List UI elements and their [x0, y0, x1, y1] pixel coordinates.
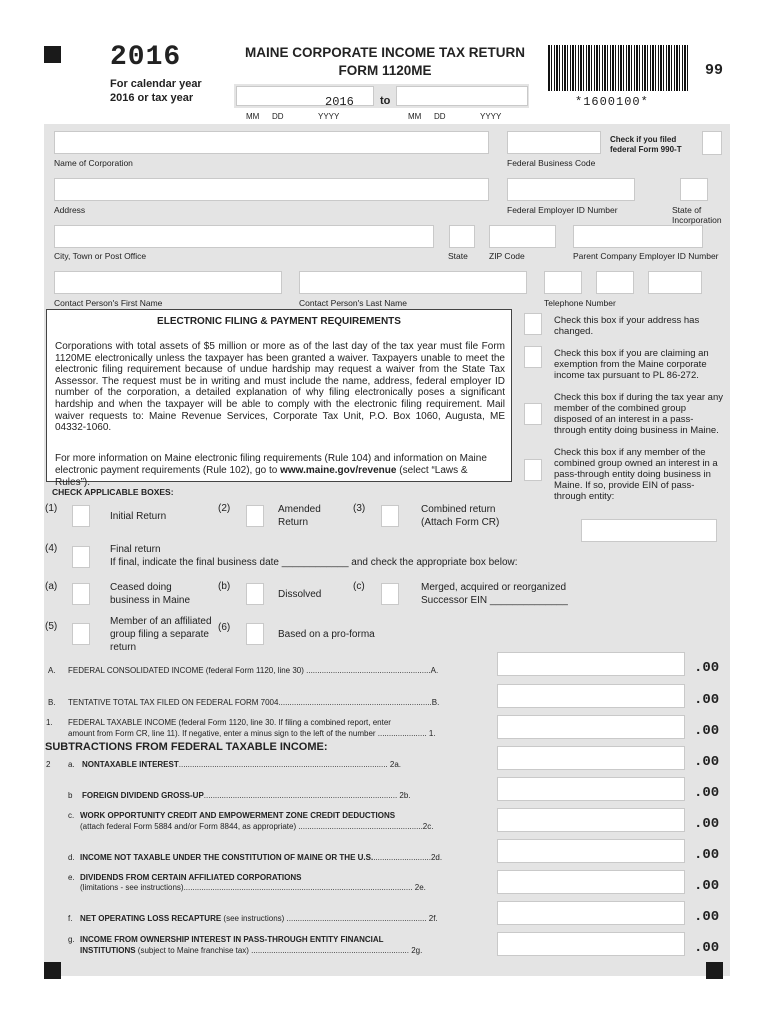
- line-2c-title: WORK OPPORTUNITY CREDIT AND EMPOWERMENT ZONE CREDIT DEDUCTIONS: [80, 811, 396, 820]
- federal-business-code-label: Federal Business Code: [507, 158, 596, 168]
- line-2e-title: DIVIDENDS FROM CERTAIN AFFILIATED CORPORATIONS: [80, 873, 302, 882]
- contact-last-name-label: Contact Person's Last Name: [299, 298, 407, 308]
- federal-employer-id-label: Federal Employer ID Number: [507, 205, 618, 215]
- more-info-text-end: (select “Laws & Rules”).: [55, 465, 468, 488]
- amended-label-1: Amended: [278, 504, 321, 515]
- line-2f-cents: .00: [694, 909, 720, 925]
- line-1-number: 1.: [46, 718, 53, 727]
- line-2d-leader: ..........................2d.: [373, 853, 443, 862]
- line-2a-leader: .............................................................................................. 2a.: [178, 760, 402, 769]
- start-dd-label: DD: [272, 112, 284, 121]
- line-2c-amount-input[interactable]: [497, 808, 685, 832]
- line-2b-amount-input[interactable]: [497, 777, 685, 801]
- check-applicable-heading: CHECK APPLICABLE BOXES:: [52, 487, 174, 497]
- option-1-number: (1): [45, 503, 58, 514]
- final-return-checkbox[interactable]: [72, 546, 90, 568]
- line-a-amount-input[interactable]: [497, 652, 685, 676]
- option-4-number: (4): [45, 543, 58, 554]
- affiliated-group-label-2: group filing a separate: [110, 629, 209, 640]
- zip-code-label: ZIP Code: [489, 251, 525, 261]
- contact-first-name-input[interactable]: [54, 271, 282, 294]
- line-a-cents: .00: [694, 660, 720, 676]
- end-dd-label: DD: [434, 112, 446, 121]
- state-of-incorporation-input[interactable]: [680, 178, 708, 201]
- address-input[interactable]: [54, 178, 489, 201]
- to-label: to: [380, 95, 391, 107]
- line-2g-amount-input[interactable]: [497, 932, 685, 956]
- line-2e-text: (limitations - see instructions)....................................................................................................... 2e.: [80, 883, 426, 892]
- line-2a-letter: a.: [68, 760, 75, 769]
- line-1-amount-input[interactable]: [497, 715, 685, 739]
- line-2b-leader: ....................................................................................... 2b.: [203, 791, 411, 800]
- telephone-area-code-input[interactable]: [544, 271, 582, 294]
- telephone-prefix-input[interactable]: [596, 271, 634, 294]
- merged-label-2: Successor EIN ______________: [421, 595, 568, 606]
- pl-86-272-checkbox[interactable]: [524, 346, 542, 368]
- line-2g-title: INCOME FROM OWNERSHIP INTEREST IN PASS-THROUGH ENTITY FINANCIAL: [80, 935, 384, 944]
- line-a-text: FEDERAL CONSOLIDATED INCOME (federal Form 1120, line 30) ........................................................A.: [68, 666, 439, 675]
- form-990t-checkbox[interactable]: [702, 131, 722, 155]
- line-2a-amount-input[interactable]: [497, 746, 685, 770]
- line-2b-title: FOREIGN DIVIDEND GROSS-UP: [82, 791, 204, 800]
- electronic-filing-text: Corporations with total assets of $5 million or more as of the last day of the tax year must file Form 1120ME electronically unless the taxpayer has been granted a waiver. Taxpayers unable to meet the electronic filing requirement because of undue hardship may request a waiver from the State Tax Assessor. The request must be in writing and must include the name, address, federal employer ID number of the corporation, a detailed explanation of why filing electronically poses a significant hardship and when the taxpayer will be able to comply with the electronic filing requirement. Mail waiver requests to: Maine Revenue Services, Corporate Tax Unit, P.O. Box 1060, Augusta, ME 04332-1060.: [55, 341, 505, 434]
- disposed-interest-label: Check this box if during the tax year any member of the combined group disposed of an interest in a pass-through entity doing business in Maine.: [554, 392, 723, 436]
- calendar-year-label: For calendar year: [110, 78, 202, 90]
- more-info-text: For more information on Maine electronic filing requirements (Rule 104) and information on Maine electronic payment requirements (Rule 102), go to: [55, 453, 487, 476]
- line-a-number: A.: [48, 666, 56, 675]
- line-2b-cents: .00: [694, 785, 720, 801]
- corner-code: 99: [705, 62, 724, 79]
- line-2f-leader: (see instructions) ............................................................... 2f.: [221, 914, 438, 923]
- line-2a-title: NONTAXABLE INTEREST: [82, 760, 179, 769]
- option-5-number: (5): [45, 621, 58, 632]
- address-changed-checkbox[interactable]: [524, 313, 542, 335]
- line-2a-cents: .00: [694, 754, 720, 770]
- dissolved-label: Dissolved: [278, 589, 322, 600]
- electronic-filing-more-info: [55, 453, 505, 489]
- option-c-letter: (c): [353, 581, 365, 592]
- merged-label-1: Merged, acquired or reorganized: [421, 582, 567, 593]
- line-2c-text: (attach federal Form 5884 and/or Form 8844, as appropriate) ........................................................2c.: [80, 822, 434, 831]
- line-2a-text: [82, 760, 473, 769]
- line-b-cents: .00: [694, 692, 720, 708]
- initial-return-checkbox[interactable]: [72, 505, 90, 527]
- option-b-letter: (b): [218, 581, 231, 592]
- line-1-text-1: FEDERAL TAXABLE INCOME (federal Form 1120, line 30. If filing a combined report, enter: [68, 718, 391, 727]
- affiliated-group-label-3: return: [110, 642, 137, 653]
- final-return-label: Final return: [110, 544, 161, 555]
- line-2c-cents: .00: [694, 816, 720, 832]
- end-yyyy-label: YYYY: [480, 112, 502, 121]
- end-mm-label: MM: [408, 112, 422, 121]
- form-990t-label: Check if you filed federal Form 990-T: [610, 135, 682, 154]
- federal-employer-id-input[interactable]: [507, 178, 635, 201]
- line-2f-amount-input[interactable]: [497, 901, 685, 925]
- line-2f-text: [80, 914, 473, 923]
- parent-company-ein-input[interactable]: [573, 225, 703, 248]
- registration-mark-top-left: [44, 46, 61, 63]
- form-title: MAINE CORPORATE INCOME TAX RETURN: [245, 45, 525, 60]
- telephone-line-input[interactable]: [648, 271, 702, 294]
- parent-company-ein-label: Parent Company Employer ID Number: [573, 251, 719, 261]
- city-input[interactable]: [54, 225, 434, 248]
- line-2e-letter: e.: [68, 873, 75, 882]
- corporation-name-label: Name of Corporation: [54, 158, 133, 168]
- start-year-prefill: 2016: [325, 95, 354, 109]
- contact-last-name-input[interactable]: [299, 271, 527, 294]
- line-2b-letter: b: [68, 791, 73, 800]
- tax-year: 2016: [110, 42, 182, 73]
- form-number: FORM 1120ME: [338, 63, 432, 78]
- line-2b-text: [82, 791, 473, 800]
- electronic-filing-title: ELECTRONIC FILING & PAYMENT REQUIREMENTS: [157, 316, 401, 327]
- option-3-number: (3): [353, 503, 366, 514]
- line-2g-cents: .00: [694, 940, 720, 956]
- line-2d-text: [80, 853, 473, 862]
- initial-return-label: Initial Return: [110, 511, 167, 522]
- contact-first-name-label: Contact Person's First Name: [54, 298, 163, 308]
- dissolved-checkbox[interactable]: [246, 583, 264, 605]
- option-6-number: (6): [218, 622, 231, 633]
- merged-checkbox[interactable]: [381, 583, 399, 605]
- line-b-amount-input[interactable]: [497, 684, 685, 708]
- barcode: [548, 45, 690, 91]
- option-a-letter: (a): [45, 581, 58, 592]
- telephone-label: Telephone Number: [544, 298, 616, 308]
- line-b-number: B.: [48, 698, 56, 707]
- line-2g-leader: (subject to Maine franchise tax) ....................................................................... 2g.: [135, 946, 423, 955]
- owned-interest-checkbox[interactable]: [524, 459, 542, 481]
- combined-return-label-2: (Attach Form CR): [421, 517, 500, 528]
- registration-mark-bottom-left: [44, 962, 61, 979]
- zip-code-input[interactable]: [489, 225, 556, 248]
- ceased-business-label-1: Ceased doing: [110, 582, 172, 593]
- amended-label-2: Return: [278, 517, 309, 528]
- state-label: State: [448, 251, 468, 261]
- combined-return-checkbox[interactable]: [381, 505, 399, 527]
- disposed-interest-checkbox[interactable]: [524, 403, 542, 425]
- final-return-instructions: If final, indicate the final business date ____________ and check the appropriate box below:: [110, 557, 518, 568]
- start-yyyy-label: YYYY: [318, 112, 340, 121]
- line-2g-letter: g.: [68, 935, 75, 944]
- line-2d-title: INCOME NOT TAXABLE UNDER THE CONSTITUTION OF MAINE OR THE U.S.: [80, 853, 374, 862]
- line-2d-letter: d.: [68, 853, 75, 862]
- ceased-business-checkbox[interactable]: [72, 583, 90, 605]
- city-label: City, Town or Post Office: [54, 251, 147, 261]
- registration-mark-bottom-right: [706, 962, 723, 979]
- line-2e-amount-input[interactable]: [497, 870, 685, 894]
- line-b-text: TENTATIVE TOTAL TAX FILED ON FEDERAL FORM 7004.....................................................................B.: [68, 698, 440, 707]
- state-of-incorporation-label-2: Incorporation: [672, 215, 722, 225]
- owned-interest-label: Check this box if any member of the combined group owned an interest in a pass-through entity doing business in Maine. If so, provide EIN of pass-through entity:: [554, 447, 718, 502]
- start-mm-label: MM: [246, 112, 260, 121]
- barcode-text: *1600100*: [575, 95, 649, 109]
- maine-revenue-link[interactable]: www.maine.gov/revenue: [280, 465, 397, 476]
- combined-return-label-1: Combined return: [421, 504, 496, 515]
- corporation-name-input[interactable]: [54, 131, 489, 154]
- pl-86-272-label: Check this box if you are claiming an exemption from the Maine corporate income tax pursuant to PL 86-272.: [554, 348, 709, 381]
- pro-forma-label: Based on a pro-forma: [278, 629, 375, 640]
- line-2f-letter: f.: [68, 914, 73, 923]
- option-2-number: (2): [218, 503, 231, 514]
- line-2d-cents: .00: [694, 847, 720, 863]
- line-2g-text: [80, 946, 473, 955]
- subtractions-heading: SUBTRACTIONS FROM FEDERAL TAXABLE INCOME:: [45, 741, 328, 753]
- pro-forma-checkbox[interactable]: [246, 623, 264, 645]
- line-1-cents: .00: [694, 723, 720, 739]
- tax-year-label: 2016 or tax year: [110, 92, 194, 104]
- ceased-business-label-2: business in Maine: [110, 595, 191, 606]
- line-1-text-2: amount from Form CR, line 11). If negative, enter a minus sign to the left of the number ...................... 1.: [68, 729, 436, 738]
- affiliated-group-checkbox[interactable]: [72, 623, 90, 645]
- federal-business-code-input[interactable]: [507, 131, 601, 154]
- line-2f-title: NET OPERATING LOSS RECAPTURE: [80, 914, 222, 923]
- tax-year-end-input[interactable]: [396, 86, 528, 106]
- pass-through-ein-input[interactable]: [581, 519, 717, 542]
- line-2e-cents: .00: [694, 878, 720, 894]
- line-2c-letter: c.: [68, 811, 75, 820]
- state-of-incorporation-label-1: State of: [672, 205, 702, 215]
- line-2-number: 2: [46, 760, 51, 769]
- line-2d-amount-input[interactable]: [497, 839, 685, 863]
- address-label: Address: [54, 205, 86, 215]
- affiliated-group-label-1: Member of an affiliated: [110, 616, 212, 627]
- address-changed-label: Check this box if your address has changed.: [554, 315, 700, 337]
- state-input[interactable]: [449, 225, 475, 248]
- amended-return-checkbox[interactable]: [246, 505, 264, 527]
- line-2g-title-2: INSTITUTIONS: [80, 946, 136, 955]
